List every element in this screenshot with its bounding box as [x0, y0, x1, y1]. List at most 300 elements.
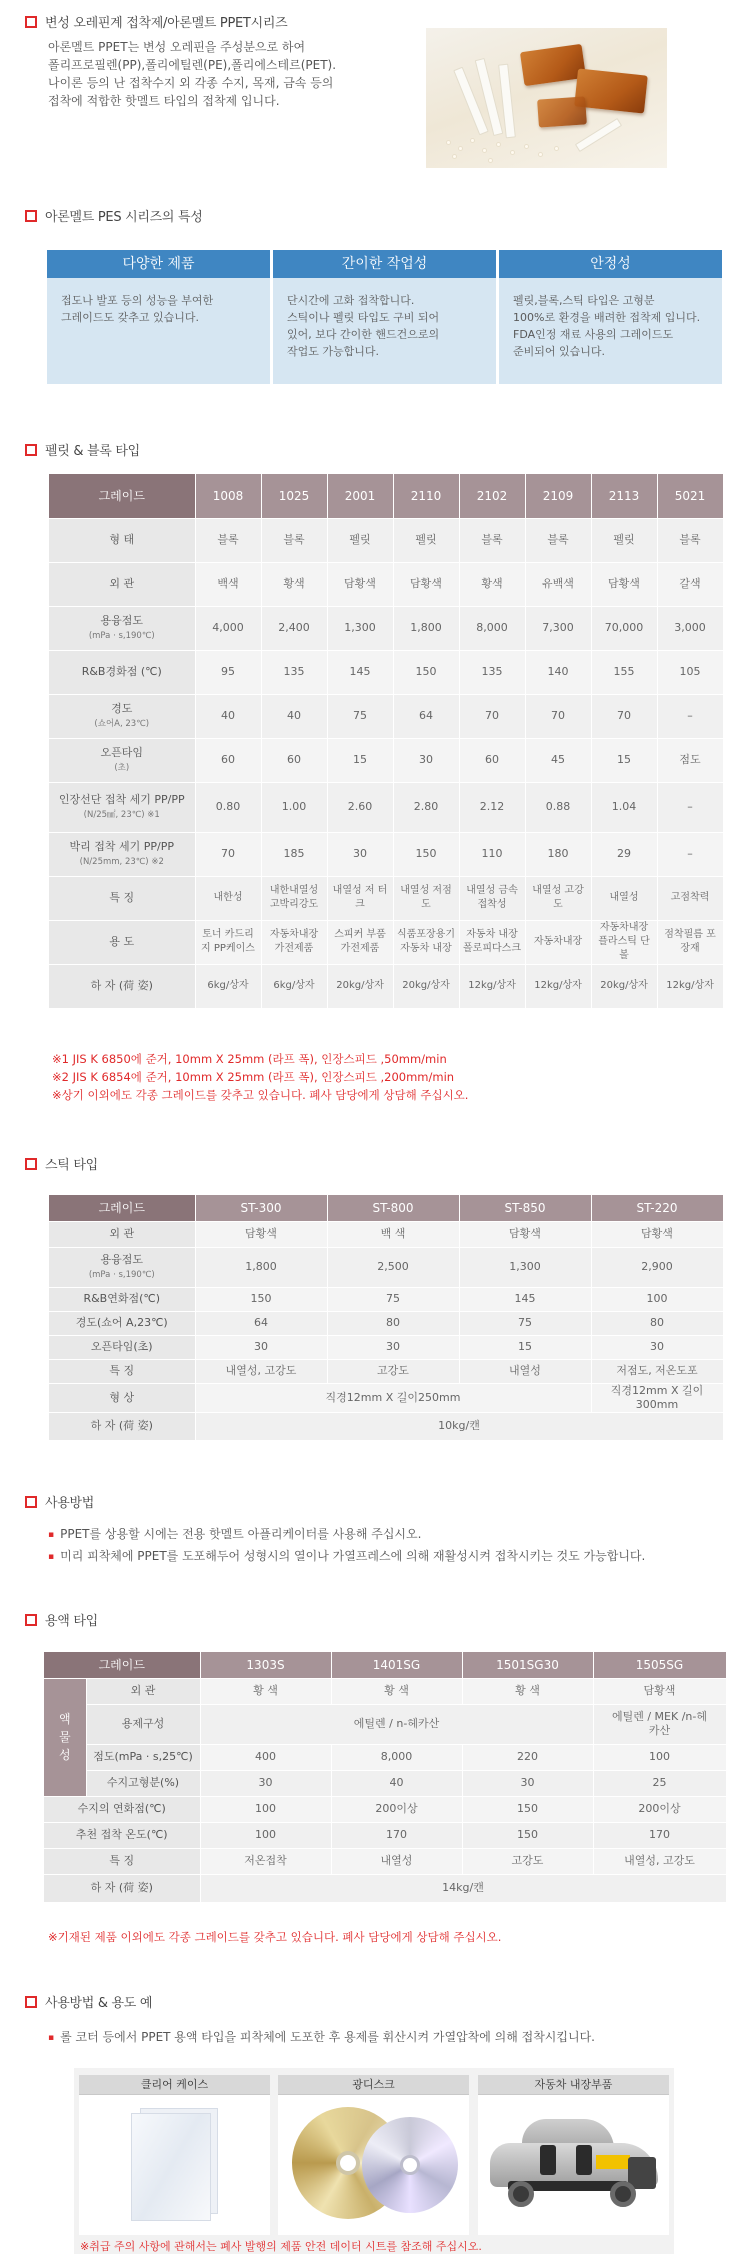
table-cell: 고점착력 — [657, 876, 723, 920]
header-cell: 2102 — [459, 474, 525, 518]
header-cell: 그레이드 — [49, 1195, 195, 1221]
usage-section-title — [25, 1492, 94, 1511]
examples-footnote: ※취급 주의 사항에 관해서는 폐사 발행의 제품 안전 데이터 시트를 참조해 주십시오. — [80, 2240, 482, 2253]
red-square-icon — [25, 444, 37, 456]
table-row — [49, 782, 723, 832]
table-cell: 95 — [195, 650, 261, 694]
row-label — [49, 876, 195, 920]
table-cell: 0.80 — [195, 782, 261, 832]
row-label — [49, 964, 195, 1008]
feature-card-safety — [499, 250, 722, 384]
table-cell: 105 — [657, 650, 723, 694]
table-cell: 1,800 — [195, 1247, 327, 1287]
disc-hole — [400, 2155, 420, 2175]
row-label-sub: (N/25㎟, 23℃) ※1 — [83, 810, 160, 820]
pellet-spec-table — [49, 474, 724, 1009]
table-cell: 0.88 — [525, 782, 591, 832]
row-label — [49, 1247, 195, 1287]
table-cell: 10kg/캔 — [195, 1412, 723, 1440]
table-cell: 30 — [195, 1335, 327, 1359]
table-row — [49, 606, 723, 650]
header-cell: 1008 — [195, 474, 261, 518]
note-line: ※상기 이외에도 각종 그레이드를 갖추고 있습니다. 폐사 담당에게 상담해 주십시오. — [52, 1088, 469, 1102]
table-cell: 황 색 — [462, 1678, 593, 1704]
intro-title: 변성 오레핀계 접착제/아론멜트 PPET시리즈 — [45, 16, 288, 31]
solution-note: ※기재된 제품 이외에도 각종 그레이드를 갖추고 있습니다. 폐사 담당에게 상담해 주십시오. — [48, 1930, 502, 1944]
table-row — [49, 1383, 723, 1412]
table-cell: 내열성, 고강도 — [195, 1359, 327, 1383]
card-heading: 광디스크 — [278, 2075, 469, 2095]
table-row — [44, 1770, 726, 1796]
table-cell: 2.60 — [327, 782, 393, 832]
table-row — [44, 1704, 726, 1744]
table-cell: 100 — [200, 1822, 331, 1848]
table-cell: 80 — [327, 1311, 459, 1335]
feature-body — [47, 278, 270, 326]
car-seat — [576, 2145, 592, 2175]
table-cell: 14kg/캔 — [200, 1874, 726, 1902]
usage-bullet: ▪ 미리 피착체에 PPET를 도포해두어 성형시의 열이나 가열프레스에 의해 재활성시켜 접착시키는 것도 가능합니다. — [48, 1546, 645, 1568]
car-trim-part — [596, 2155, 630, 2169]
row-label: 외 관 — [49, 1221, 195, 1247]
table-row — [49, 1412, 723, 1440]
solution-section-title — [25, 1610, 98, 1629]
row-label — [49, 694, 195, 738]
table-cell: 25 — [593, 1770, 726, 1796]
table-cell: 갈색 — [657, 562, 723, 606]
table-header-row — [44, 1652, 726, 1678]
pellet — [446, 140, 451, 145]
row-label-sub: (mPa · s,190℃) — [88, 1270, 155, 1280]
car-interior-image — [478, 2095, 669, 2235]
header-cell: 그레이드 — [49, 474, 195, 518]
row-label — [49, 562, 195, 606]
table-cell: 12kg/상자 — [525, 964, 591, 1008]
feature-heading: 안정성 — [499, 250, 722, 278]
table-cell: 에틸렌 / n-헤카산 — [200, 1704, 593, 1744]
table-cell: 70 — [525, 694, 591, 738]
table-cell: 200이상 — [331, 1796, 462, 1822]
table-cell: – — [657, 694, 723, 738]
table-cell: 40 — [261, 694, 327, 738]
pellet — [488, 158, 493, 163]
table-cell: 저온접착 — [200, 1848, 331, 1874]
pellet-title: 펠릿 & 블록 타입 — [45, 444, 140, 459]
table-cell: 40 — [195, 694, 261, 738]
table-cell: 12kg/상자 — [459, 964, 525, 1008]
pellet — [458, 146, 463, 151]
table-cell: 70,000 — [591, 606, 657, 650]
pellet — [510, 150, 515, 155]
table-cell: 토너 카드리지 PP케이스 — [195, 920, 261, 964]
car-wheel — [508, 2181, 534, 2207]
example-card-clear-case — [79, 2075, 270, 2235]
feature-line: 접도나 발포 등의 성능을 부여한 — [61, 294, 214, 307]
table-cell: 30 — [200, 1770, 331, 1796]
table-cell: 135 — [459, 650, 525, 694]
table-cell: 200이상 — [593, 1796, 726, 1822]
clear-case-image — [79, 2095, 270, 2235]
usage-bullets — [48, 1524, 645, 1568]
table-cell: 블록 — [261, 518, 327, 562]
note-line: ※2 JIS K 6854에 준거, 10mm X 25mm (라프 폭), 인장스피드 ,200mm/min — [52, 1070, 455, 1084]
feature-line: 100%로 환경을 배려한 접착제 입니다. — [513, 311, 701, 324]
amber-block — [537, 96, 587, 127]
table-cell: 내열성 저점도 — [393, 876, 459, 920]
table-cell: 60 — [459, 738, 525, 782]
table-cell: 150 — [393, 650, 459, 694]
table-cell: 황 색 — [331, 1678, 462, 1704]
table-cell: 식품포장용기 자동차 내장 — [393, 920, 459, 964]
table-cell: 150 — [393, 832, 459, 876]
table-cell: 20kg/상자 — [591, 964, 657, 1008]
table-cell: 64 — [195, 1311, 327, 1335]
row-label-main: 형 태 — [109, 533, 135, 546]
table-cell: 펠릿 — [327, 518, 393, 562]
table-row — [49, 1247, 723, 1287]
table-row — [49, 1287, 723, 1311]
table-cell: 3,000 — [657, 606, 723, 650]
table-cell: 15 — [459, 1335, 591, 1359]
row-label — [49, 606, 195, 650]
feature-line: 준비되어 있습니다. — [513, 345, 606, 358]
row-label: R&B연화점(℃) — [49, 1287, 195, 1311]
row-label: 특 징 — [44, 1848, 200, 1874]
table-cell: 담황색 — [393, 562, 459, 606]
table-cell: 2.12 — [459, 782, 525, 832]
table-cell: 185 — [261, 832, 327, 876]
table-cell: 170 — [331, 1822, 462, 1848]
row-label: 용제구성 — [86, 1704, 200, 1744]
header-cell: ST-300 — [195, 1195, 327, 1221]
table-cell: 15 — [327, 738, 393, 782]
header-cell: 1401SG — [331, 1652, 462, 1678]
table-cell: 140 — [525, 650, 591, 694]
table-cell: – — [657, 832, 723, 876]
row-label: 추천 접착 온도(℃) — [44, 1822, 200, 1848]
table-row — [49, 1359, 723, 1383]
row-label: 수지고형분(%) — [86, 1770, 200, 1796]
table-cell: 내한내열성 고박리강도 — [261, 876, 327, 920]
table-cell: 2,900 — [591, 1247, 723, 1287]
examples-title: 사용방법 & 용도 예 — [45, 1996, 153, 2011]
table-cell: 170 — [593, 1822, 726, 1848]
intro-line: 아론멜트 PPET는 변성 오레핀을 주성분으로 하여 — [48, 40, 306, 54]
table-cell: 70 — [195, 832, 261, 876]
table-row — [49, 1311, 723, 1335]
table-cell: 80 — [591, 1311, 723, 1335]
silver-disc — [362, 2117, 458, 2213]
example-card-car-interior — [478, 2075, 669, 2235]
table-cell: 110 — [459, 832, 525, 876]
intro-line: 폴리프로필렌(PP),폴리에틸렌(PE),폴리에스테르(PET). — [48, 58, 337, 72]
feature-line: 그레이드도 갖추고 있습니다. — [61, 311, 200, 324]
header-cell: 2109 — [525, 474, 591, 518]
table-row — [44, 1848, 726, 1874]
table-cell: 펠릿 — [393, 518, 459, 562]
examples-text: ▪ 롤 코터 등에서 PPET 용액 타입을 피착체에 도포한 후 용제를 휘산시켜 가열압착에 의해 접착시킵니다. — [48, 2028, 595, 2045]
row-label: 오픈타임(초) — [49, 1335, 195, 1359]
table-cell: 60 — [195, 738, 261, 782]
row-label — [49, 832, 195, 876]
table-cell: 100 — [591, 1287, 723, 1311]
table-cell: 내한성 — [195, 876, 261, 920]
table-cell: 유백색 — [525, 562, 591, 606]
row-label-sub: (초) — [114, 763, 130, 773]
row-label-main: 특 징 — [109, 891, 135, 904]
usage-title: 사용방법 — [45, 1496, 95, 1511]
header-cell: 1501SG30 — [462, 1652, 593, 1678]
table-cell: 내열성 저 터크 — [327, 876, 393, 920]
table-row — [49, 694, 723, 738]
table-cell: 7,300 — [525, 606, 591, 650]
table-cell: 1,300 — [459, 1247, 591, 1287]
feature-heading: 다양한 제품 — [47, 250, 270, 278]
row-label-main: 오픈타임 — [100, 746, 143, 759]
table-cell: 자동차내장 가전제품 — [261, 920, 327, 964]
table-cell: 백색 — [195, 562, 261, 606]
row-label-main: 박리 접착 세기 PP/PP — [69, 840, 174, 853]
table-cell: 29 — [591, 832, 657, 876]
header-cell: 5021 — [657, 474, 723, 518]
table-row — [49, 832, 723, 876]
table-cell: 내열성 — [331, 1848, 462, 1874]
table-row — [49, 562, 723, 606]
features-section-title — [25, 206, 202, 225]
row-label — [49, 738, 195, 782]
table-cell: 블록 — [195, 518, 261, 562]
product-photo — [426, 28, 667, 168]
table-cell: 40 — [331, 1770, 462, 1796]
table-row — [49, 650, 723, 694]
table-cell: 100 — [593, 1744, 726, 1770]
solution-spec-table — [44, 1652, 727, 1903]
table-cell: 1,300 — [327, 606, 393, 650]
table-cell: 고강도 — [462, 1848, 593, 1874]
table-cell: 점착필름 포장재 — [657, 920, 723, 964]
table-cell: 블록 — [459, 518, 525, 562]
table-row — [49, 1335, 723, 1359]
table-cell: 135 — [261, 650, 327, 694]
table-row — [49, 518, 723, 562]
row-label-sub: (mPa · s,190℃) — [88, 631, 155, 641]
row-label — [49, 782, 195, 832]
table-cell: 담황색 — [459, 1221, 591, 1247]
table-cell: 자동차 내장 폴로피다스크 — [459, 920, 525, 964]
table-cell: 70 — [591, 694, 657, 738]
group-label-text: 액 물 성 — [58, 1712, 71, 1762]
header-cell: ST-850 — [459, 1195, 591, 1221]
table-cell: 직경12mm X 길이300mm — [591, 1383, 723, 1412]
table-row — [44, 1678, 726, 1704]
table-cell: 30 — [462, 1770, 593, 1796]
examples-section-title — [25, 1992, 152, 2011]
row-label: 형 상 — [49, 1383, 195, 1412]
table-cell: 백 색 — [327, 1221, 459, 1247]
header-cell: 1303S — [200, 1652, 331, 1678]
intro-section-title — [25, 12, 287, 31]
table-cell: 6kg/상자 — [261, 964, 327, 1008]
header-cell: 2001 — [327, 474, 393, 518]
row-label-main: 용 도 — [109, 935, 135, 948]
table-cell: 내열성, 고강도 — [593, 1848, 726, 1874]
feature-line: 스틱이나 펠릿 타입도 구비 되어 — [287, 311, 440, 324]
table-cell: 20kg/상자 — [393, 964, 459, 1008]
row-label-main: R&B경화점 (℃) — [81, 665, 162, 678]
row-label-main: 용융점도 — [100, 1253, 143, 1266]
pellet — [452, 154, 457, 159]
table-cell: 황색 — [261, 562, 327, 606]
table-row — [49, 1221, 723, 1247]
red-square-icon — [25, 16, 37, 28]
row-label: 하 자 (荷 姿) — [44, 1874, 200, 1902]
row-label: 외 관 — [86, 1678, 200, 1704]
table-cell: 400 — [200, 1744, 331, 1770]
row-label-main: 용융점도 — [100, 614, 143, 627]
table-cell: 황 색 — [200, 1678, 331, 1704]
table-cell: 30 — [591, 1335, 723, 1359]
intro-line: 접착에 적합한 핫멜트 타입의 접착제 입니다. — [48, 94, 280, 108]
disc-hole — [336, 2151, 360, 2175]
table-cell: 30 — [327, 832, 393, 876]
table-row — [44, 1822, 726, 1848]
row-label: 수지의 연화점(℃) — [44, 1796, 200, 1822]
feature-card-variety — [47, 250, 270, 384]
red-square-icon — [25, 1614, 37, 1626]
feature-card-workability — [273, 250, 496, 384]
usage-bullet: ▪ PPET를 상용할 시에는 전용 핫멜트 아플리케이터를 사용해 주십시오. — [48, 1524, 645, 1546]
clear-case-box — [131, 2113, 211, 2221]
table-cell: 담황색 — [327, 562, 393, 606]
table-cell: 블록 — [525, 518, 591, 562]
table-cell: 30 — [327, 1335, 459, 1359]
table-cell: 155 — [591, 650, 657, 694]
table-cell: 직경12mm X 길이250mm — [195, 1383, 591, 1412]
table-cell: 자동차내장 플라스틱 단볼 — [591, 920, 657, 964]
row-label-main: 외 관 — [109, 577, 135, 590]
table-cell: 1,800 — [393, 606, 459, 650]
table-cell: 담황색 — [593, 1678, 726, 1704]
table-cell: 2,500 — [327, 1247, 459, 1287]
table-cell: 15 — [591, 738, 657, 782]
feature-line: 단시간에 고화 접착합니다. — [287, 294, 415, 307]
card-heading: 클리어 케이스 — [79, 2075, 270, 2095]
table-row — [44, 1744, 726, 1770]
table-cell: 점도 — [657, 738, 723, 782]
row-label — [49, 518, 195, 562]
row-label-sub: (N/25mm, 23℃) ※2 — [79, 857, 164, 867]
feature-line: FDA인정 재료 사용의 그레이드도 — [513, 328, 674, 341]
table-row — [44, 1874, 726, 1902]
table-cell: 30 — [393, 738, 459, 782]
table-cell: 8,000 — [459, 606, 525, 650]
table-cell: 6kg/상자 — [195, 964, 261, 1008]
header-cell: 1025 — [261, 474, 327, 518]
table-cell: 70 — [459, 694, 525, 738]
table-header-row — [49, 474, 723, 518]
table-cell: 8,000 — [331, 1744, 462, 1770]
table-cell: 저점도, 저온도포 — [591, 1359, 723, 1383]
table-cell: 펠릿 — [591, 518, 657, 562]
table-cell: 145 — [459, 1287, 591, 1311]
table-cell: 150 — [195, 1287, 327, 1311]
table-row — [49, 876, 723, 920]
table-cell: 1.04 — [591, 782, 657, 832]
header-cell: ST-220 — [591, 1195, 723, 1221]
table-header-row — [49, 1195, 723, 1221]
row-label: 하 자 (荷 姿) — [49, 1412, 195, 1440]
table-cell: 75 — [459, 1311, 591, 1335]
table-cell: 150 — [462, 1822, 593, 1848]
table-cell: 60 — [261, 738, 327, 782]
row-label-main: 인장선단 접착 세기 PP/PP — [58, 793, 185, 806]
row-label-main: 경도 — [111, 702, 133, 715]
solution-title: 용액 타입 — [45, 1614, 98, 1629]
table-cell: 220 — [462, 1744, 593, 1770]
pellet — [554, 146, 559, 151]
table-cell: 담황색 — [591, 1221, 723, 1247]
red-square-icon — [25, 1158, 37, 1170]
table-row — [49, 738, 723, 782]
table-cell: 100 — [200, 1796, 331, 1822]
stick-section-title — [25, 1154, 98, 1173]
red-square-icon — [25, 210, 37, 222]
table-cell: 180 — [525, 832, 591, 876]
note-line: ※1 JIS K 6850에 준거, 10mm X 25mm (라프 폭), 인장스피드 ,50mm/min — [52, 1052, 447, 1066]
stick-spec-table — [49, 1195, 724, 1441]
table-cell: 12kg/상자 — [657, 964, 723, 1008]
table-row — [49, 920, 723, 964]
card-heading: 자동차 내장부품 — [478, 2075, 669, 2095]
table-cell: 고강도 — [327, 1359, 459, 1383]
feature-body — [273, 278, 496, 360]
header-cell: 2113 — [591, 474, 657, 518]
table-cell: 75 — [327, 1287, 459, 1311]
optical-disc-image — [278, 2095, 469, 2235]
table-cell: 담황색 — [591, 562, 657, 606]
table-cell: 내열성 — [591, 876, 657, 920]
table-cell: 자동차내장 — [525, 920, 591, 964]
header-cell: 그레이드 — [44, 1652, 200, 1678]
table-row — [44, 1796, 726, 1822]
table-cell: 내열성 금속접착성 — [459, 876, 525, 920]
table-cell: 에틸렌 / MEK /n-헤카산 — [593, 1704, 726, 1744]
table-cell: 4,000 — [195, 606, 261, 650]
table-cell: 황색 — [459, 562, 525, 606]
feature-line: 있어, 보다 간이한 핸드건으로의 — [287, 328, 440, 341]
table-cell: 스피커 부품 가전제품 — [327, 920, 393, 964]
row-label-main: 하 자 (荷 姿) — [90, 979, 153, 992]
row-label: 경도(쇼어 A,23℃) — [49, 1311, 195, 1335]
table-cell: 145 — [327, 650, 393, 694]
row-label — [49, 920, 195, 964]
table-cell: 64 — [393, 694, 459, 738]
table-cell: 블록 — [657, 518, 723, 562]
table-cell: 75 — [327, 694, 393, 738]
table-cell: 1.00 — [261, 782, 327, 832]
feature-body — [499, 278, 722, 360]
row-label: 점도(mPa · s,25℃) — [86, 1744, 200, 1770]
table-cell: 내열성 — [459, 1359, 591, 1383]
table-cell: 담황색 — [195, 1221, 327, 1247]
red-square-icon — [25, 1496, 37, 1508]
header-cell: 1505SG — [593, 1652, 726, 1678]
table-cell: 20kg/상자 — [327, 964, 393, 1008]
pellet — [538, 152, 543, 157]
table-cell: 2.80 — [393, 782, 459, 832]
pellet — [524, 144, 529, 149]
group-label — [44, 1678, 86, 1796]
